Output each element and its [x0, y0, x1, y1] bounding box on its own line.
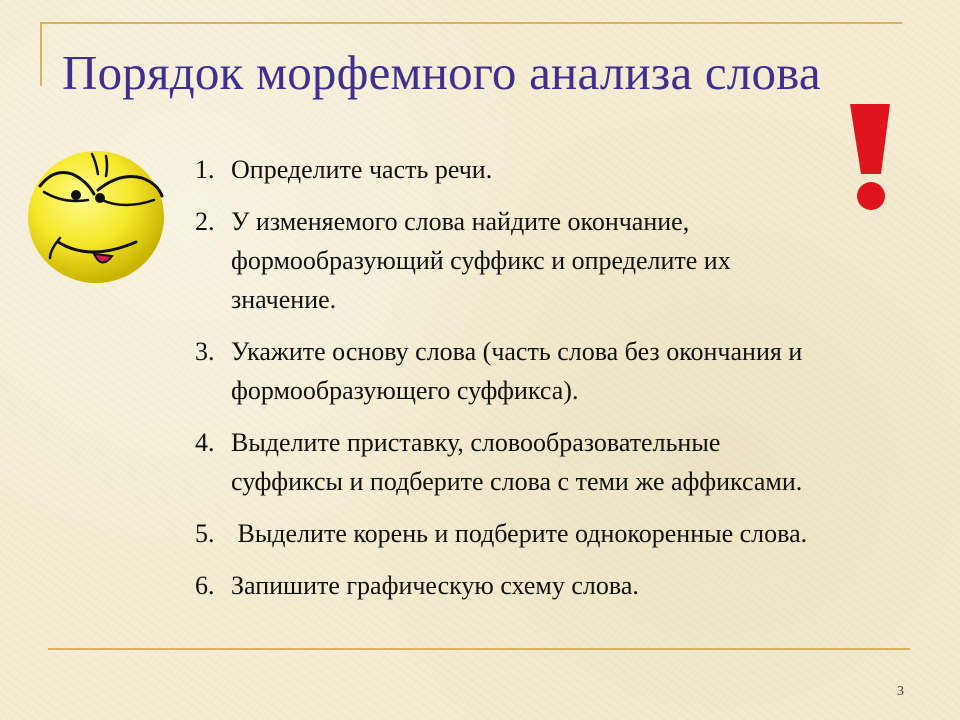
list-item [195, 566, 935, 605]
steps-list [195, 150, 935, 618]
step-text: Укажите основу слова (часть слова без окончания и формообразующего суффикса). [231, 337, 803, 405]
step-text: Определите часть речи. [231, 155, 493, 184]
list-item [195, 332, 935, 410]
step-number: 4. [195, 428, 215, 457]
list-item [195, 202, 935, 319]
list-item [195, 150, 935, 189]
step-text: Запишите графическую схему слова. [231, 571, 639, 600]
step-number: 5. [195, 519, 215, 548]
step-text: У изменяемого слова найдите окончание, формообразующий суффикс и определите их значение. [231, 207, 731, 314]
frame-top-line [40, 22, 902, 24]
smiley-face-icon [20, 140, 170, 288]
step-text: Выделите приставку, словообразовательные суффиксы и подберите слова с теми же аффиксами. [231, 428, 803, 496]
step-number: 3. [195, 337, 215, 366]
list-item [195, 423, 935, 501]
step-number: 2. [195, 207, 215, 236]
list-item [195, 514, 935, 553]
frame-left-line [40, 22, 42, 86]
frame-bottom-line [48, 648, 910, 650]
step-number: 1. [195, 155, 215, 184]
slide-title: Порядок морфемного анализа слова [62, 45, 821, 100]
step-number: 6. [195, 571, 215, 600]
step-text: Выделите корень и подберите однокоренные слова. [231, 519, 808, 548]
page-number: 3 [897, 684, 904, 699]
